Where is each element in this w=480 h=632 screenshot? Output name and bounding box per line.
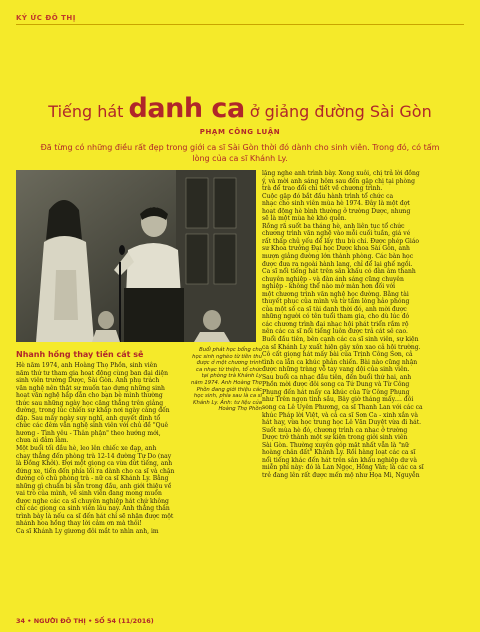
body-line: Một buổi tối đầu hè, leo lên chiếc xe đạp, anh	[16, 445, 157, 453]
body-line: Buổi đầu tiên, bên cạnh các ca sĩ sinh viên, sự kiện	[262, 336, 419, 344]
photo-illustration	[16, 170, 256, 342]
body-line: Ca sĩ nổi tiếng hát trên sân khấu có đàn âm thanh	[262, 268, 416, 276]
body-line: trẻ đang lên rất được mến mộ như Họa Mi, Nguyễn	[262, 471, 420, 479]
body-line: chương trình văn nghệ vào mỗi cuối tuần, giá vé	[262, 230, 411, 238]
body-line: chưa ai đảm làm.	[16, 437, 69, 445]
body-line: như Trên ngọn tình sầu, Bây giờ tháng mấy.... đôi	[262, 396, 414, 404]
body-line: Cô cất giọng hát mấy bài của Trịnh Công Sơn, cả	[262, 351, 413, 359]
body-line: song ca Lê Uyên Phương, ca sĩ Thanh Lan với các ca	[262, 403, 423, 411]
body-line: rất thấp chủ yếu để lấy thu bù chi. Được phép Giáo	[262, 237, 420, 245]
body-line: chuyên nghiệp - và đàn ánh sáng cũng chuyên	[262, 275, 404, 283]
body-line: nhạc cho sinh viên mùa hè 1974. Đây là một đợt	[262, 200, 410, 208]
body-line: hát hay, vừa học trung học Lê Văn Duyệt vừa đi hát.	[262, 419, 422, 427]
title-pre: Tiếng hát	[48, 102, 129, 121]
body-line: nên các ca sĩ nổi tiếng luôn được trả cát sê cao.	[262, 328, 408, 336]
body-line: lặng nghe anh trình bày. Xong xuôi, chị trả lời đồng	[262, 170, 420, 177]
body-line: đập. Sau mấy ngày suy nghĩ, anh quyết định tổ	[16, 414, 161, 422]
body-line: trình bày là nếu ca sĩ đến hát chỉ sẽ nhận được một	[16, 512, 174, 520]
body-line: những người có tên tuổi tham gia, cho dù lúc đó	[262, 313, 410, 321]
body-line: đường, trong lúc chiến sự khắp nơi ngày càng đến	[16, 407, 170, 415]
body-line: chạy thẳng đến phòng trà 12-14 đường Tự Do (nay	[16, 452, 172, 460]
section-rule	[16, 24, 464, 25]
body-line: Sau buổi ca nhạc đầu tiên, đến buổi thứ hai, anh	[262, 373, 412, 381]
body-line: được nghe các ca sĩ chuyên nghiệp hát chứ không	[16, 497, 169, 505]
body-line: của một số ca sĩ tài danh thời đó, anh mời được	[262, 305, 407, 313]
body-line: hoạt văn nghệ hấp dẫn cho bạn bè mình thường	[16, 392, 163, 400]
archive-photo	[16, 170, 256, 342]
author-byline: PHẠM CÔNG LUẬN	[199, 128, 281, 136]
body-column-2	[262, 170, 466, 479]
subheading: Nhanh hồng thay tiền cát sê	[16, 350, 144, 359]
article-lede: Đã từng có những điều rất đẹp trong giới ca sĩ Sài Gòn thời đó dành cho sinh viên. Trong đó, có tấm lòng của ca sĩ Khánh Ly.	[40, 143, 440, 163]
body-line: hoàng chân đất" Khánh Ly. Rồi hàng loạt các ca sĩ	[262, 449, 416, 457]
body-line: thuyết phục của mình và từ tấm lòng hảo phóng	[262, 298, 410, 306]
body-line: Suốt mùa hè đó, chương trình ca nhạc ở trường	[262, 426, 408, 434]
article-title	[0, 93, 480, 124]
body-line: vai trò của mình, về sinh viên đang mong muốn	[16, 490, 162, 498]
body-line: văn nghệ nên thật sự muốn tạo dựng những sinh	[16, 384, 165, 392]
body-line: Cuộc gặp đó bắt đầu hành trình tổ chức ca	[262, 192, 394, 200]
body-line: một chương trình văn nghệ học đường. Bằng tài	[262, 290, 409, 298]
body-line: thức sau những ngày học căng thẳng trên giảng	[16, 399, 164, 407]
body-line: là Đồng Khởi). Đợi một giọng ca vừa dứt tiếng, anh	[16, 460, 173, 468]
body-line: những gì chuẩn bị sẵn trong đầu, anh giới thiệu về	[16, 482, 172, 490]
body-line: sinh viên trường Dược, Sài Gòn. Anh phụ trách	[16, 377, 160, 385]
body-line: hương - Tình yêu - Thân phận" theo hướng mới,	[16, 429, 161, 437]
body-line: tình ca lẫn ca khúc phản chiến. Bài nào cũng nhận	[262, 358, 418, 366]
title-post: ở giảng đường Sài Gòn	[244, 102, 432, 121]
body-line: hoạt động hè bình thường ở trường Dược, nhưng	[262, 207, 411, 215]
body-line: năm thứ tư tham gia hoạt động cùng ban đại diện	[16, 369, 169, 377]
page-footer: 34 • NGƯỜI ĐÔ THỊ • SỐ 54 (11/2016)	[16, 617, 154, 625]
body-line: nổi tiếng khác đến hát trên sân khấu nghiệp dư và	[262, 456, 417, 464]
body-line: miễn phí này: đó là Lan Ngọc, Hồng Vân; là các ca sĩ	[262, 464, 424, 472]
title-highlight: danh ca	[128, 93, 245, 124]
body-line: Rồng rã suốt ba tháng hè, anh liên tục tổ chức	[262, 222, 405, 230]
body-line: các chương trình đại nhạc hội phát triển rầm rộ	[262, 320, 409, 328]
body-line: Phồn mời được đôi song ca Tứ Dung và Từ Công	[262, 381, 410, 389]
body-line: khúc Pháp lời Việt, và cả ca sĩ Sơn Ca - xinh xắn và	[262, 411, 418, 419]
body-line: chỉ các giọng ca sinh viên lâu nay. Anh thẳng thắn	[16, 505, 170, 513]
body-line: Hè năm 1974, anh Hoàng Thọ Phồn, sinh viên	[16, 362, 158, 369]
body-line: Sài Gòn. Thường xuyên góp mặt nhất vẫn là "nữ	[262, 441, 409, 449]
body-line: Phụng đến hát mấy ca khúc của Từ Công Phụng	[262, 388, 410, 396]
body-line: nghiệp - không thể nào mở màn hơn đối với	[262, 283, 396, 291]
photo-caption: Buổi phát học bổng cho học sinh nghèo từ tiền thu được ở một chương trình ca nhạc từ thiện, tổ chức tại phòng trà Khánh Ly năm 1974. Anh Hoàng Thọ Phồn đang giới thiệu các học sinh, phía sau là ca sĩ Khánh Ly. Ảnh: tư liệu của Hoàng Thọ Phồn	[190, 347, 262, 413]
body-line: được những tràng vỗ tay vang dội của sinh viên.	[262, 366, 410, 374]
section-label: KÝ ỨC ĐÔ THỊ	[16, 14, 76, 22]
body-line: đứng xe, tiến đến phía lối ra dành cho ca sĩ và chặn	[16, 467, 175, 475]
body-line: đường cô chủ phòng trà - nữ ca sĩ Khánh Ly. Bằng	[16, 475, 169, 483]
body-line: Ca sĩ Khánh Ly giương đôi mắt to nhìn anh, im	[16, 528, 159, 536]
body-line: ca sĩ Khánh Ly xuất hiện gây xôn xao cả hội trường.	[262, 343, 421, 351]
body-line: sư Khoa trưởng Đại học Dược khoa Sài Gòn, anh	[262, 245, 410, 253]
body-line: Dược trở thành một sự kiện trong giới sinh viên	[262, 434, 408, 442]
body-line: được đưa ra ngoài hành lang, chỉ để lại ghế ngồi.	[262, 260, 413, 268]
body-line: mượn giảng đường lớn thành phòng. Các bàn học	[262, 253, 414, 261]
body-line: nhánh hoa hồng thay lời cảm ơn mà thôi!	[16, 520, 142, 528]
body-line: trà để trao đổi chi tiết về chương trình.	[262, 185, 383, 193]
body-line: sẽ là một mùa hè khó quên.	[262, 215, 347, 223]
body-line: chức các đêm văn nghệ sinh viên với chủ đề "Quê	[16, 422, 169, 430]
body-column-1	[16, 362, 186, 536]
body-line: ý, và mời anh sáng hôm sau đến gặp chị tại phòng	[262, 177, 415, 185]
